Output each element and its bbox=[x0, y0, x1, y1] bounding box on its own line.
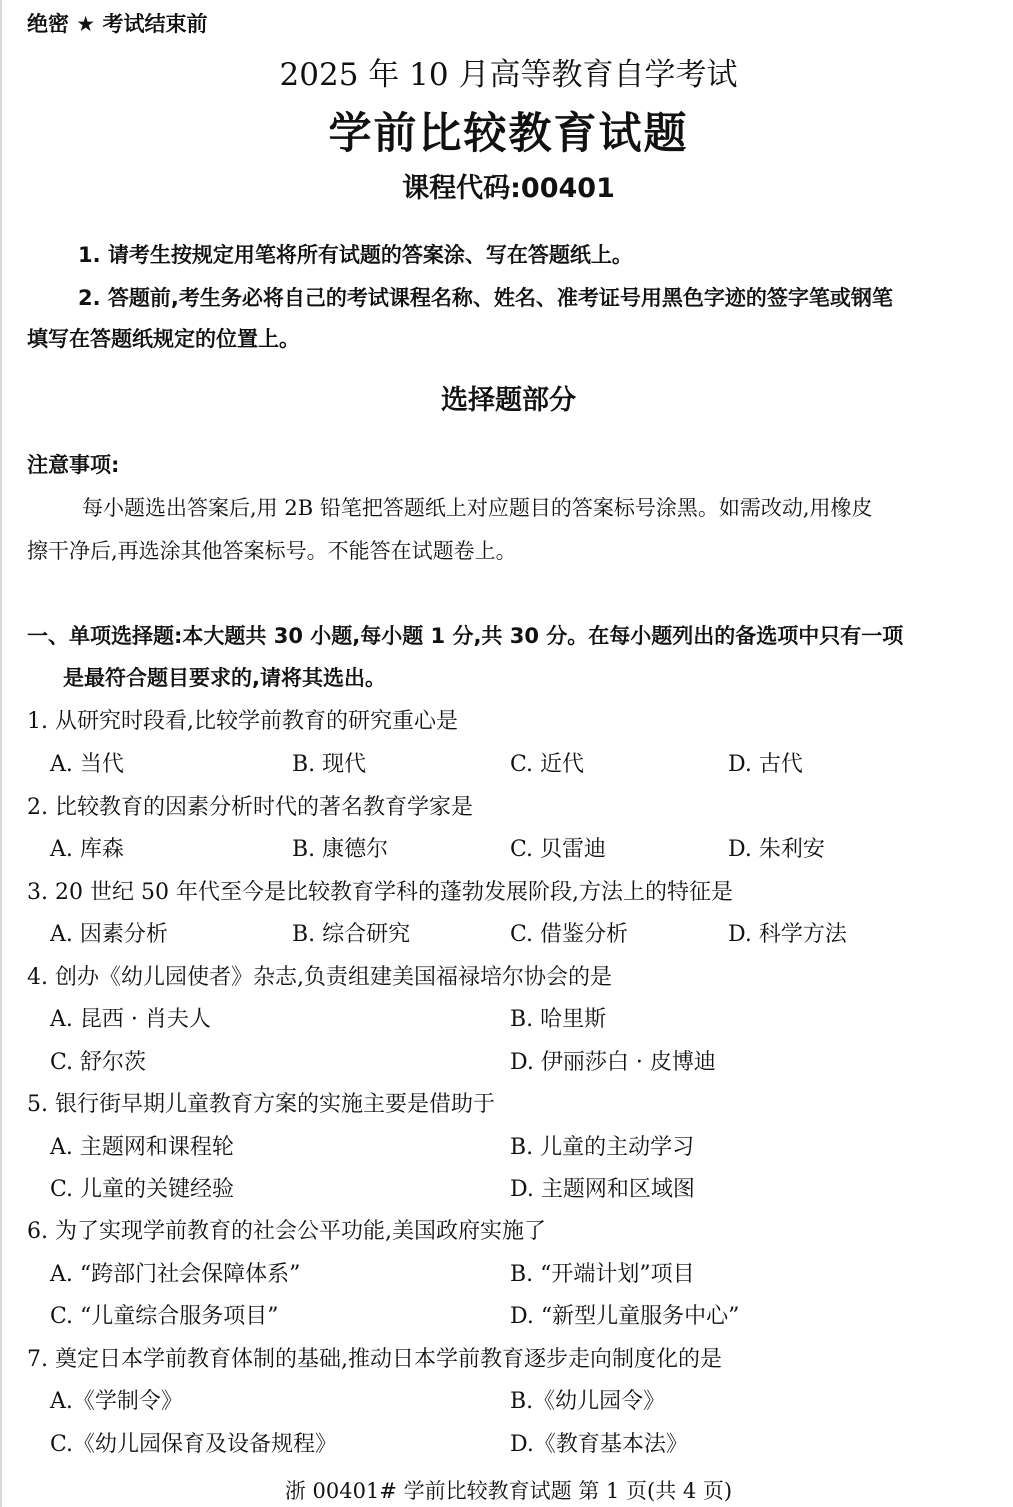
q5-option-d: D. 主题网和区域图 bbox=[510, 1177, 695, 1202]
q6-option-a: A. “跨部门社会保障体系” bbox=[50, 1262, 301, 1287]
q2-option-a: A. 库森 bbox=[50, 837, 124, 862]
subject-title: 学前比较教育试题 bbox=[328, 109, 689, 159]
exam-title: 2025 年 10 月高等教育自学考试 bbox=[279, 57, 738, 93]
question-6: 6. 为了实现学前教育的社会公平功能,美国政府实施了 bbox=[27, 1219, 546, 1244]
q4-option-a: A. 昆西 · 肖夫人 bbox=[50, 1007, 211, 1032]
q5-option-c: C. 儿童的关键经验 bbox=[50, 1177, 235, 1202]
question-1: 1. 从研究时段看,比较学前教育的研究重心是 bbox=[27, 709, 458, 734]
q4-option-b: B. 哈里斯 bbox=[510, 1007, 607, 1032]
instruction-item-1: 1. 请考生按规定用笔将所有试题的答案涂、写在答题纸上。 bbox=[78, 243, 633, 267]
instruction-item-2-cont: 填写在答题纸规定的位置上。 bbox=[27, 327, 300, 351]
page-footer: 浙 00401# 学前比较教育试题 第 1 页(共 4 页) bbox=[284, 1479, 733, 1503]
notes-text-line-2: 擦干净后,再选涂其他答案标号。不能答在试题卷上。 bbox=[27, 539, 517, 563]
q2-option-b: B. 康德尔 bbox=[292, 837, 389, 862]
part-heading-line-1: 一、单项选择题:本大题共 30 小题,每小题 1 分,共 30 分。在每小题列出的备选项中只有一项 bbox=[27, 624, 904, 648]
q1-option-d: D. 古代 bbox=[728, 752, 803, 777]
q3-option-c: C. 借鉴分析 bbox=[510, 922, 629, 947]
q1-option-c: C. 近代 bbox=[510, 752, 585, 777]
q4-option-c: C. 舒尔茨 bbox=[50, 1050, 147, 1075]
q6-option-d: D. “新型儿童服务中心” bbox=[510, 1304, 740, 1329]
q2-option-c: C. 贝雷迪 bbox=[510, 837, 607, 862]
q6-option-c: C. “儿童综合服务项目” bbox=[50, 1304, 279, 1329]
q5-option-b: B. 儿童的主动学习 bbox=[510, 1135, 695, 1160]
notes-label: 注意事项: bbox=[27, 453, 120, 477]
q2-option-d: D. 朱利安 bbox=[728, 837, 825, 862]
q5-option-a: A. 主题网和课程轮 bbox=[50, 1135, 234, 1160]
q7-option-a: A.《学制令》 bbox=[50, 1389, 183, 1414]
q4-option-d: D. 伊丽莎白 · 皮博迪 bbox=[510, 1050, 716, 1075]
section-heading: 选择题部分 bbox=[441, 385, 576, 416]
confidential-label: 绝密 ★ 考试结束前 bbox=[27, 12, 208, 36]
q6-option-b: B. “开端计划”项目 bbox=[510, 1262, 695, 1287]
q1-option-b: B. 现代 bbox=[292, 752, 367, 777]
question-3: 3. 20 世纪 50 年代至今是比较教育学科的蓬勃发展阶段,方法上的特征是 bbox=[27, 880, 733, 905]
part-heading-line-2: 是最符合题目要求的,请将其选出。 bbox=[63, 666, 386, 690]
instruction-item-2: 2. 答题前,考生务必将自己的考试课程名称、姓名、准考证号用黑色字迹的签字笔或钢笔 bbox=[78, 286, 893, 310]
course-code: 课程代码:00401 bbox=[402, 173, 615, 204]
q1-option-a: A. 当代 bbox=[50, 752, 124, 777]
question-2: 2. 比较教育的因素分析时代的著名教育学家是 bbox=[27, 795, 473, 820]
q3-option-b: B. 综合研究 bbox=[292, 922, 411, 947]
q3-option-a: A. 因素分析 bbox=[50, 922, 168, 947]
question-5: 5. 银行街早期儿童教育方案的实施主要是借助于 bbox=[27, 1092, 495, 1117]
q7-option-d: D.《教育基本法》 bbox=[510, 1432, 688, 1457]
q7-option-b: B.《幼儿园令》 bbox=[510, 1389, 666, 1414]
q7-option-c: C.《幼儿园保育及设备规程》 bbox=[50, 1432, 338, 1457]
q3-option-d: D. 科学方法 bbox=[728, 922, 847, 947]
question-4: 4. 创办《幼儿园使者》杂志,负责组建美国福禄培尔协会的是 bbox=[27, 965, 612, 990]
question-7: 7. 奠定日本学前教育体制的基础,推动日本学前教育逐步走向制度化的是 bbox=[27, 1347, 722, 1372]
notes-text-line-1: 每小题选出答案后,用 2B 铅笔把答题纸上对应题目的答案标号涂黑。如需改动,用橡皮 bbox=[82, 496, 873, 520]
